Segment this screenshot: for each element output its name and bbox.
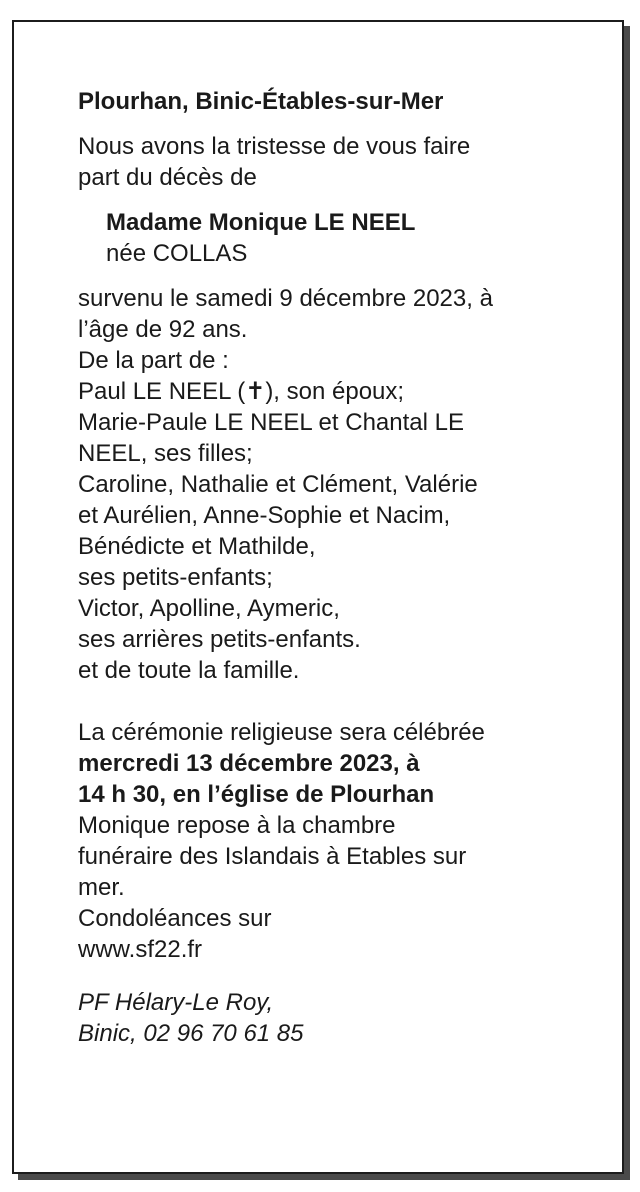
family-line: Caroline, Nathalie et Clément, Valérie xyxy=(78,471,478,498)
condolences-label: Condoléances sur xyxy=(78,905,272,932)
obituary-notice-card xyxy=(12,20,624,1174)
ceremony-info xyxy=(78,717,618,965)
ceremony-line: funéraire des Islandais à Etables sur xyxy=(78,843,467,870)
notice-details xyxy=(78,283,618,686)
intro-line: Nous avons la tristesse de vous faire xyxy=(78,133,471,160)
ceremony-line: mer. xyxy=(78,874,125,901)
maiden-name: née COLLAS xyxy=(106,240,248,267)
funeral-home-phone: Binic, 02 96 70 61 85 xyxy=(78,1020,304,1047)
details-line: De la part de : xyxy=(78,347,229,374)
ceremony-date: mercredi 13 décembre 2023, à xyxy=(78,750,420,777)
spouse-name: Paul LE NEEL ( xyxy=(78,378,246,405)
family-line: NEEL, ses filles; xyxy=(78,440,253,467)
deceased-name: Madame Monique LE NEEL xyxy=(106,209,416,236)
notice-intro xyxy=(78,131,618,193)
funeral-home-name: PF Hélary-Le Roy, xyxy=(78,989,274,1016)
details-line: l’âge de 92 ans. xyxy=(78,316,248,343)
ceremony-time-place: 14 h 30, en l’église de Plourhan xyxy=(78,781,435,808)
intro-line: part du décès de xyxy=(78,164,257,191)
obituary-content xyxy=(78,86,618,1049)
family-line: ses petits-enfants; xyxy=(78,564,273,591)
family-line: ses arrières petits-enfants. xyxy=(78,626,361,653)
family-line: Bénédicte et Mathilde, xyxy=(78,533,316,560)
family-line: Marie-Paule LE NEEL et Chantal LE xyxy=(78,409,464,436)
family-line: et de toute la famille. xyxy=(78,657,300,684)
family-line: Victor, Apolline, Aymeric, xyxy=(78,595,340,622)
condolences-website: www.sf22.fr xyxy=(78,936,203,963)
ceremony-line: Monique repose à la chambre xyxy=(78,812,396,839)
family-line: et Aurélien, Anne-Sophie et Nacim, xyxy=(78,502,451,529)
ceremony-intro: La cérémonie religieuse sera célébrée xyxy=(78,719,485,746)
spouse-line xyxy=(78,376,618,407)
spouse-relation: ), son époux; xyxy=(265,378,405,405)
cross-icon: ✝ xyxy=(245,378,266,405)
notice-location: Plourhan, Binic-Étables-sur-Mer xyxy=(78,88,444,115)
details-line: survenu le samedi 9 décembre 2023, à xyxy=(78,285,493,312)
funeral-home-signature xyxy=(78,987,618,1049)
deceased-block xyxy=(106,207,618,269)
